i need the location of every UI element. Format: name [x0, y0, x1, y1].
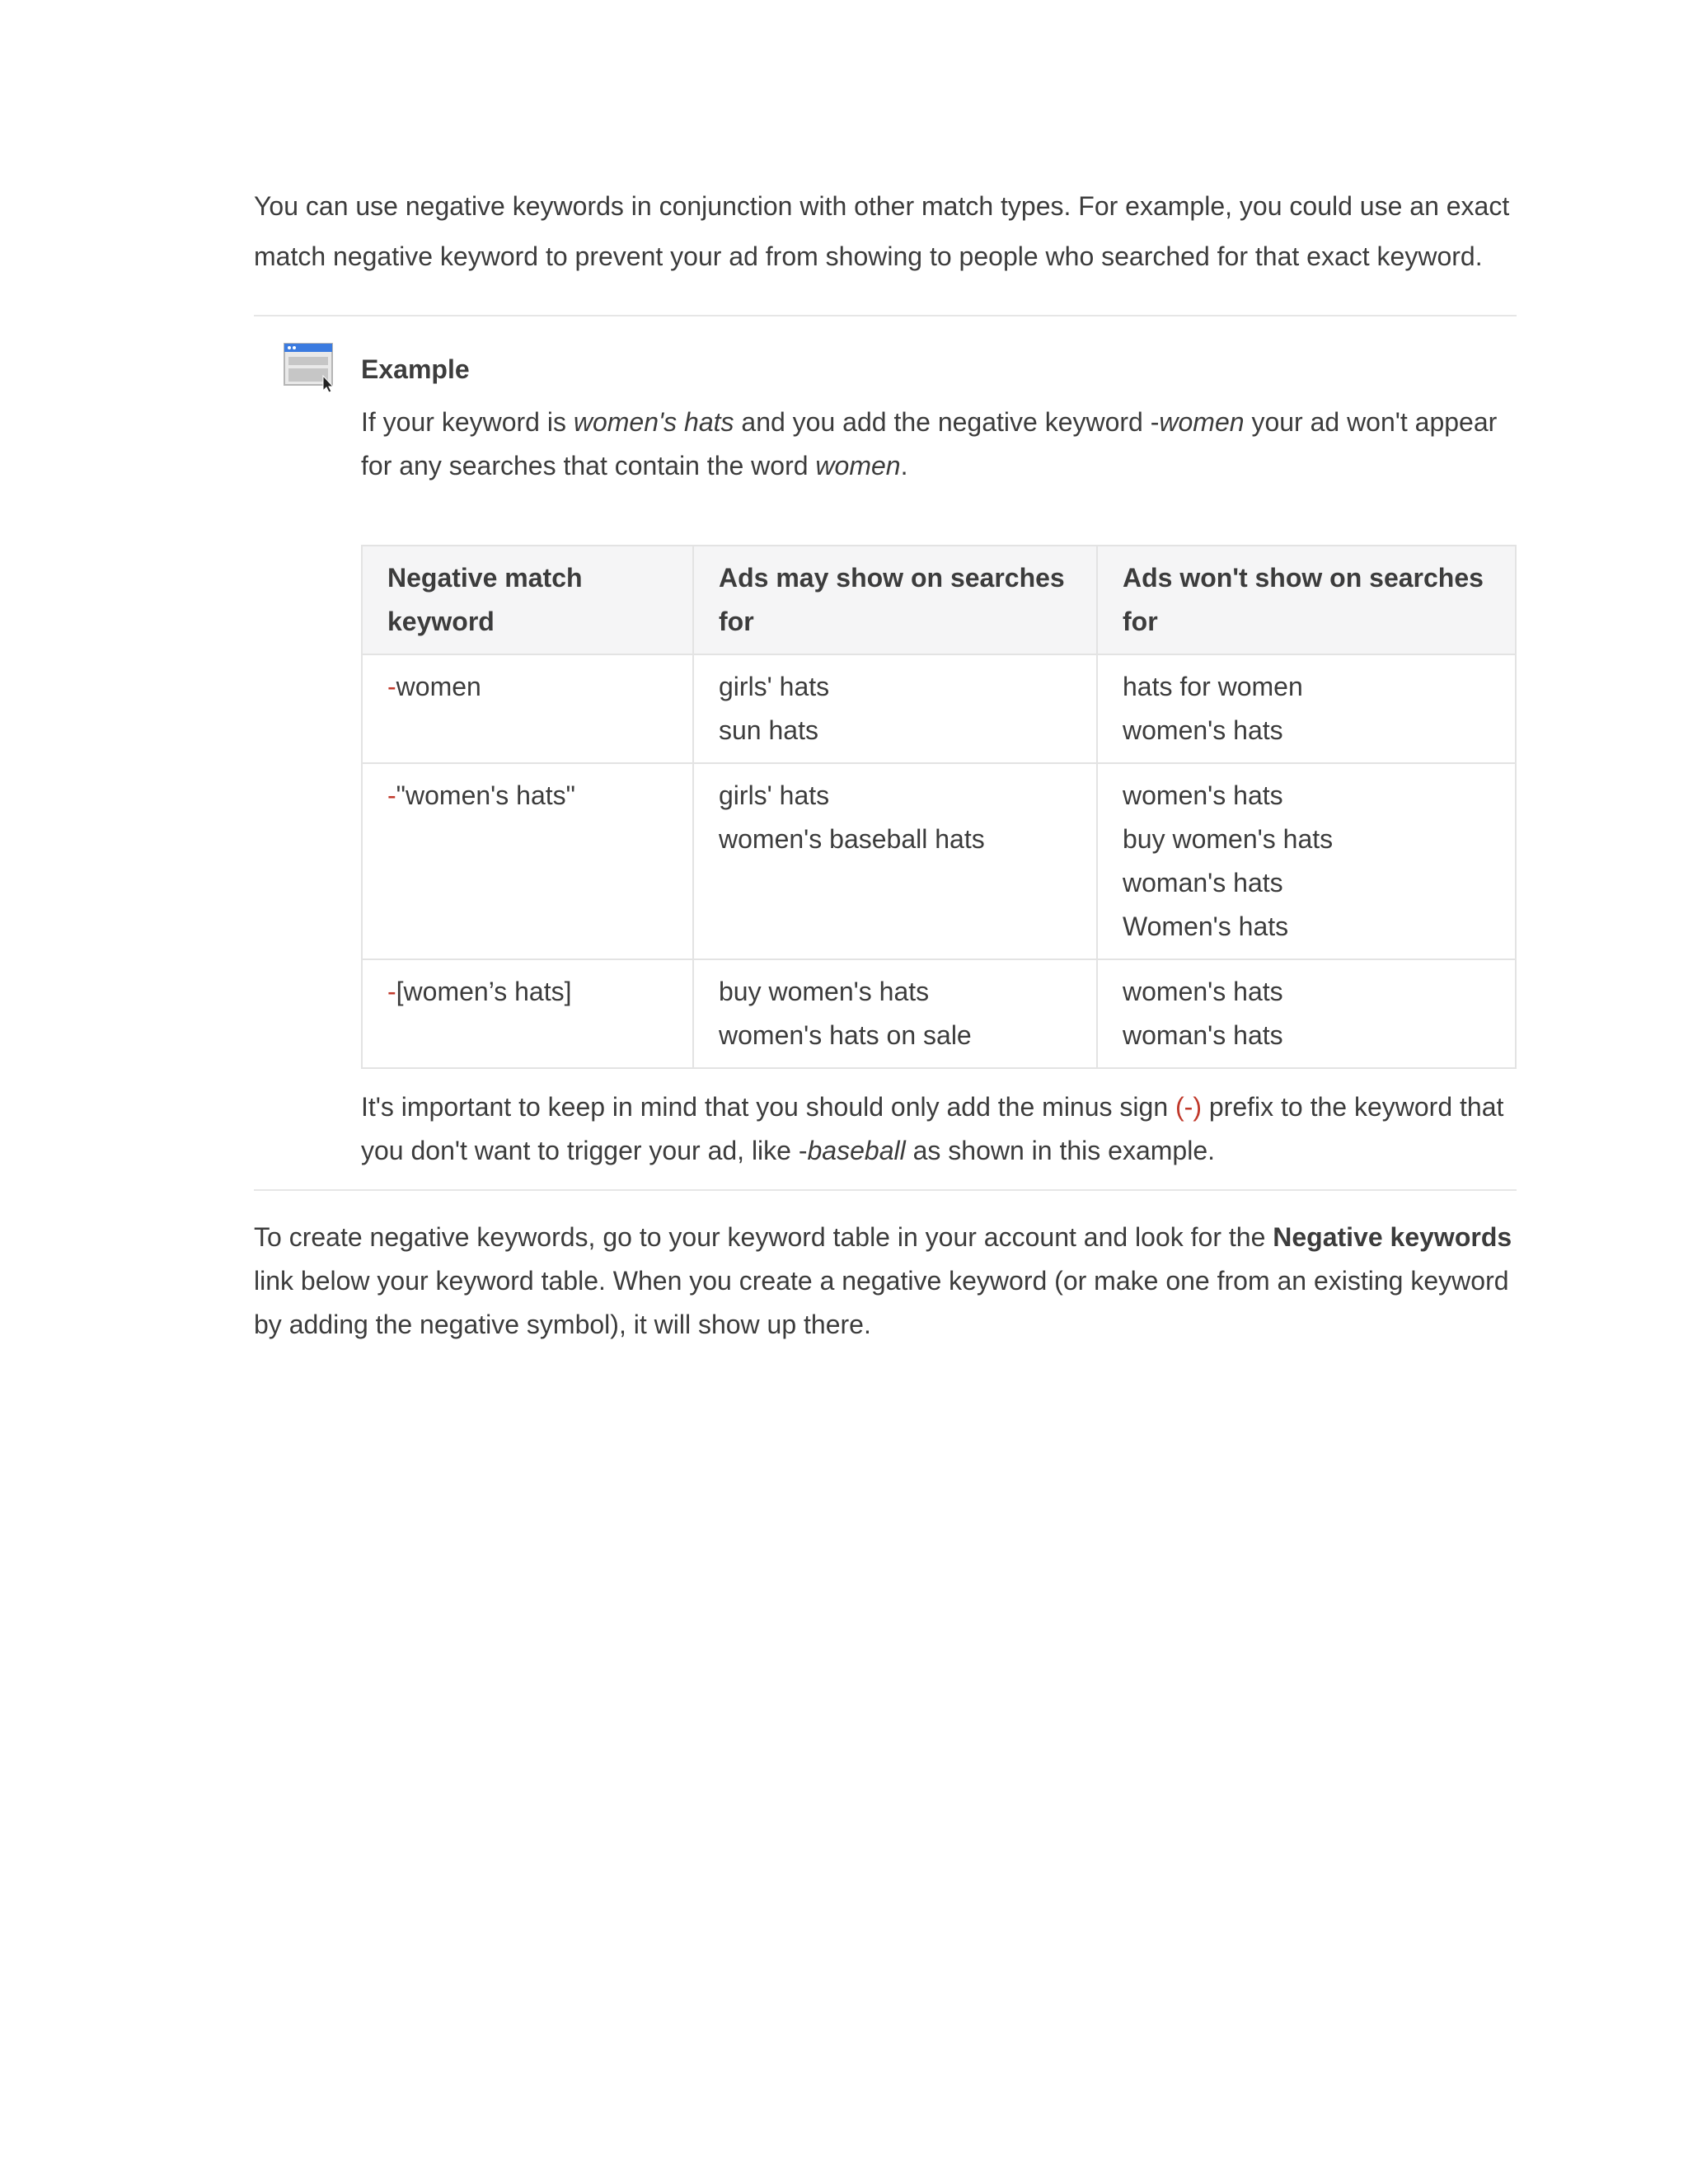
- note-text-segment: prefix to the keyword that you don't want to trigger your ad, like -: [361, 1092, 1504, 1165]
- keyword-cell: [362, 959, 693, 1068]
- note-text-segment: It's important to keep in mind that you should only add the minus sign: [361, 1092, 1175, 1122]
- keyword-text: "women's hats": [396, 780, 576, 810]
- table-row: [362, 763, 1516, 959]
- wont-show-cell: [1097, 654, 1516, 763]
- table-row: [362, 654, 1516, 763]
- wont-show-cell: [1097, 959, 1516, 1068]
- example-word-italic: women: [815, 451, 901, 480]
- search-term: women's hats: [1123, 715, 1283, 745]
- search-term: women's hats: [1123, 977, 1283, 1006]
- search-term: women's hats on sale: [719, 1020, 972, 1050]
- search-term: hats for women: [1123, 672, 1303, 701]
- search-term: woman's hats: [1123, 1020, 1283, 1050]
- browser-window-cursor-icon: [284, 343, 336, 392]
- search-term: women's hats: [1123, 780, 1283, 810]
- example-description: [361, 401, 1517, 488]
- keyword-cell: [362, 763, 693, 959]
- column-header-may-show: Ads may show on searches for: [693, 546, 1097, 654]
- keyword-cell: [362, 654, 693, 763]
- intro-paragraph: You can use negative keywords in conjunction with other match types. For example, you could use an exact match negative keyword to prevent your ad from showing to people who searched for that exact keyword.: [254, 191, 1510, 271]
- example-heading: Example: [361, 354, 470, 384]
- example-text-segment: .: [900, 451, 908, 480]
- example-text-segment: your ad won't appear for any searches that contain the word: [361, 407, 1498, 480]
- search-term: women's baseball hats: [719, 824, 985, 854]
- may-show-cell: [693, 654, 1097, 763]
- example-text-segment: If your keyword is: [361, 407, 574, 437]
- may-show-cell: [693, 763, 1097, 959]
- search-term: sun hats: [719, 715, 818, 745]
- bottom-divider: [254, 1189, 1517, 1191]
- document-page: [254, 181, 1517, 1347]
- negative-keywords-link-label: Negative keywords: [1273, 1222, 1512, 1252]
- outro-text-segment: link below your keyword table. When you create a negative keyword (or make one from an existing keyword by adding the negative symbol), it will show up there.: [254, 1266, 1509, 1339]
- note-text-segment: as shown in this example.: [905, 1136, 1215, 1165]
- search-term: girls' hats: [719, 780, 830, 810]
- may-show-cell: [693, 959, 1097, 1068]
- wont-show-cell: [1097, 763, 1516, 959]
- keyword-text: [women’s hats]: [396, 977, 572, 1006]
- search-term: buy women's hats: [1123, 824, 1334, 854]
- column-header-wont-show: Ads won't show on searches for: [1097, 546, 1516, 654]
- example-keyword-italic: women's hats: [573, 407, 734, 437]
- example-negative-italic: women: [1159, 407, 1245, 437]
- keyword-text: women: [396, 672, 481, 701]
- example-callout: [254, 316, 1517, 1189]
- search-term: Women's hats: [1123, 912, 1289, 941]
- minus-sign-highlight: (-): [1175, 1092, 1202, 1122]
- minus-sign-note: [361, 1085, 1517, 1189]
- table-row: [362, 959, 1516, 1068]
- search-term: girls' hats: [719, 672, 830, 701]
- minus-sign: -: [387, 780, 396, 810]
- example-text-segment: and you add the negative keyword -: [734, 407, 1160, 437]
- outro-text-segment: To create negative keywords, go to your keyword table in your account and look for the: [254, 1222, 1273, 1252]
- table-header-row: [362, 546, 1516, 654]
- negative-keyword-table: [361, 545, 1517, 1069]
- search-term: woman's hats: [1123, 868, 1283, 898]
- column-header-keyword: Negative match keyword: [362, 546, 693, 654]
- minus-sign: -: [387, 977, 396, 1006]
- note-italic-keyword: baseball: [807, 1136, 906, 1165]
- minus-sign: -: [387, 672, 396, 701]
- outro-paragraph: [254, 1216, 1517, 1347]
- search-term: buy women's hats: [719, 977, 930, 1006]
